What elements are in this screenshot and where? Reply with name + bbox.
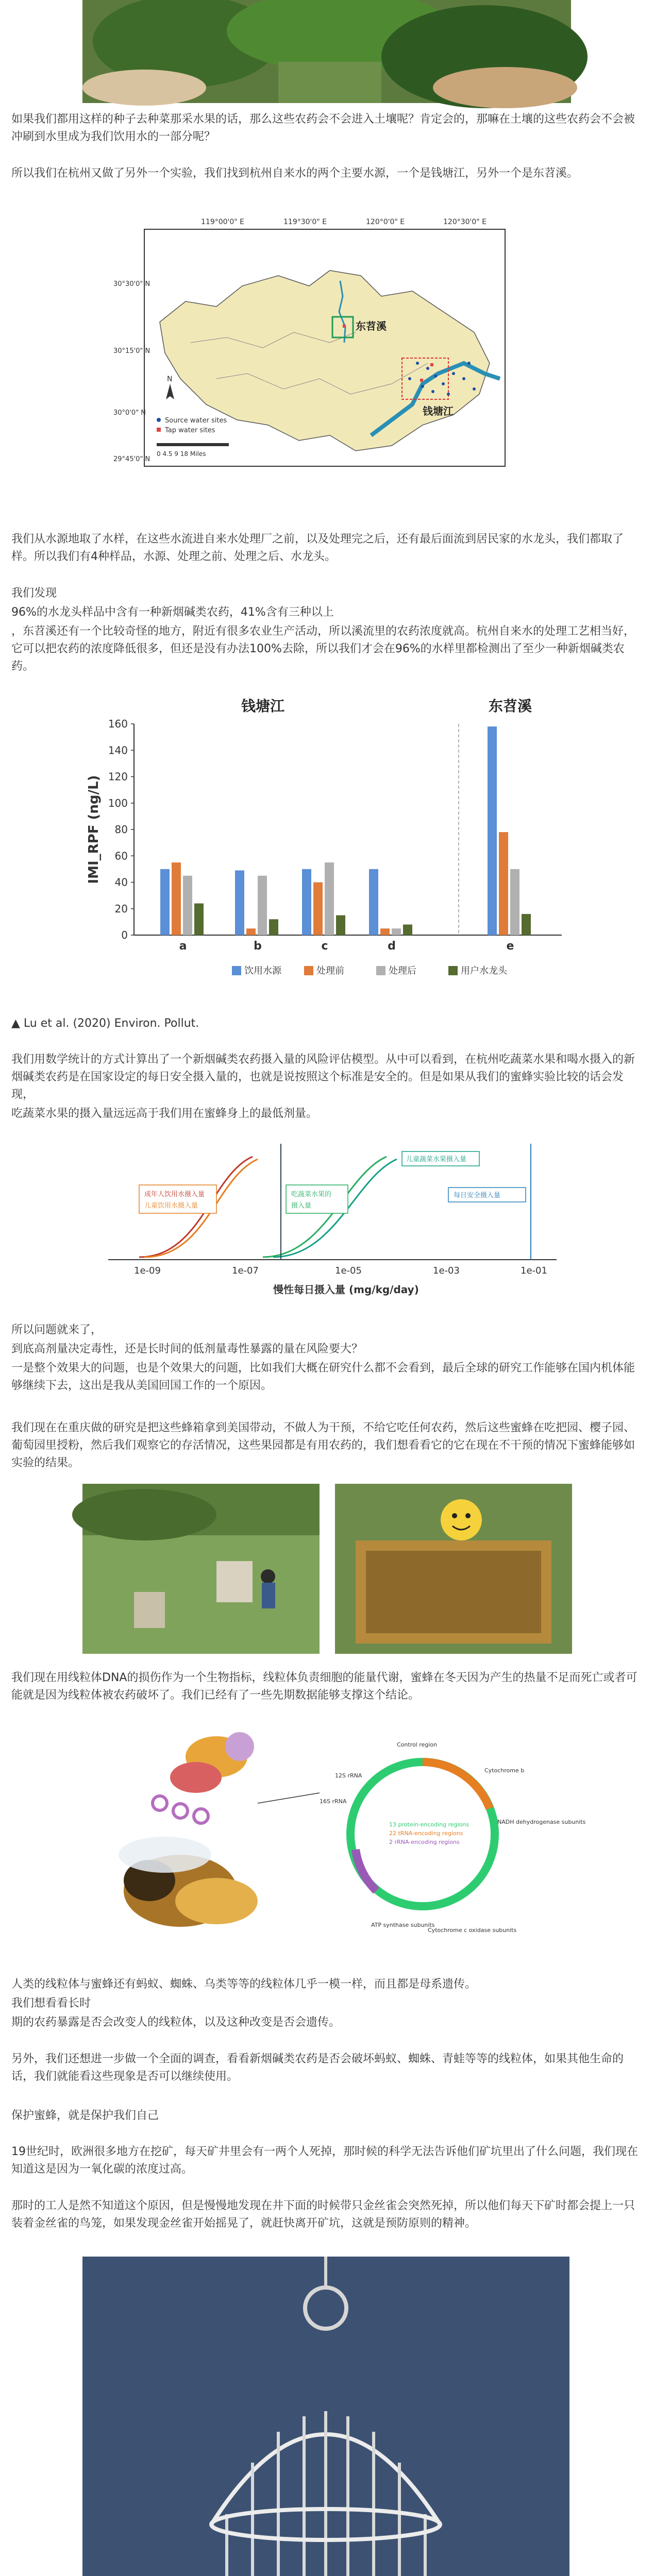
figure-citation: ▲ Lu et al. (2020) Environ. Pollut.: [11, 1017, 199, 1030]
dose-xtick-3: 1e-05: [335, 1265, 362, 1276]
dose-box-child-veg: 儿童蔬菜水果摄入量: [406, 1156, 467, 1163]
paragraph-question-3: 一是整个效果大的问题，也是个效果大的问题，比如我们大概在研究什么都不会看到，最后全球的研究工作能够在国内机体能够继续下去，这出是我从美国回国工作的一个原因。: [11, 1362, 635, 1392]
vegetable-photo: [82, 0, 571, 103]
legend-label: 处理前: [316, 965, 344, 976]
mito-label-12s: 12S rRNA: [335, 1772, 362, 1779]
chart-title-dongtiaoxi: 东苕溪: [488, 698, 532, 715]
y-tick-label: 0: [121, 929, 128, 941]
bar-b-3: [269, 919, 278, 935]
bar-d-0: [369, 869, 378, 935]
daily-intake-chart: [77, 1128, 572, 1303]
legend-label: 处理后: [389, 965, 416, 976]
paragraph-canary-principle: 那时的工人是然不知道这个原因，但是慢慢地发现在井下面的时候带只金丝雀会突然死掉，所以他们每天下矿时都会提上一只装着金丝雀的鸟笼，如果发现金丝雀开始摇晃了，就赶快离开矿坑，这就是预防原则的精神。: [11, 2199, 635, 2230]
mito-label-16s: 16S rRNA: [320, 1798, 347, 1805]
x-tick-label: b: [254, 940, 262, 953]
legend-swatch: [448, 966, 458, 975]
bar-b-2: [258, 876, 267, 935]
dose-box-adult: 成年人饮用水摄入量: [144, 1191, 205, 1198]
dose-xlabel: 慢性每日摄入量 (mg/kg/day): [273, 1283, 419, 1296]
y-tick-label: 140: [108, 744, 128, 757]
lat-label-3: 30°0'0" N: [113, 409, 146, 417]
beehive-photo: [335, 1484, 572, 1654]
field-photo: [82, 1484, 320, 1654]
bar-a-1: [172, 862, 181, 935]
dose-xtick-2: 1e-07: [232, 1265, 259, 1276]
paragraph-findings-96: 96%的水龙头样品中含有一种新烟碱类农药，41%含有三种以上: [11, 606, 334, 619]
mito-legend-rrna: 2 rRNA-encoding regions: [389, 1839, 460, 1845]
bar-d-1: [380, 928, 390, 935]
y-tick-label: 80: [114, 823, 128, 836]
bar-c-3: [336, 916, 345, 935]
dose-box-child: 儿童饮用水摄入量: [144, 1202, 198, 1210]
legend-label: 用户水龙头: [461, 965, 507, 976]
dose-box-adi: 每日安全摄入量: [454, 1192, 501, 1199]
y-axis-label: IMI_RPF (ng/L): [86, 775, 102, 884]
dose-xtick-4: 1e-03: [433, 1265, 460, 1276]
lat-label-1: 30°30'0" N: [113, 280, 150, 288]
section-heading-protect-bees: 保护蜜蜂，就是保护我们自己: [11, 2109, 159, 2122]
lon-label-1: 119°00'0" E: [201, 218, 245, 226]
bar-b-0: [235, 870, 244, 935]
river-label-qiantang: 钱塘江: [423, 405, 454, 417]
x-tick-label: d: [388, 940, 396, 953]
paragraph-mito-dna: 我们现在用线粒体DNA的损伤作为一个生物指标，线粒体负责细胞的能量代谢，蜜蜂在冬天因为产生的热量不足而死亡或者可能就是因为线粒体被农药破坏了。我们已经有了一些先期数据能够支撑这个结论。: [11, 1671, 638, 1702]
paragraph-human-mito-3: 期的农药暴露是否会改变人的线粒体，以及这种改变是否会遗传。: [11, 2016, 341, 2029]
y-tick-label: 160: [108, 718, 128, 730]
bar-e-2: [510, 869, 519, 935]
mitochondria-diagram: [93, 1716, 586, 1958]
mito-label-atp: ATP synthase subunits: [371, 1922, 435, 1928]
legend-tap: Tap water sites: [165, 427, 215, 434]
chart-title-qiantang: 钱塘江: [241, 698, 285, 715]
scale-bar-label: 0 4.5 9 18 Miles: [157, 450, 206, 457]
bar-c-2: [325, 862, 334, 935]
x-tick-label: c: [321, 940, 328, 953]
lat-label-4: 29°45'0" N: [113, 455, 150, 463]
paragraph-risk-model: 我们用数学统计的方式计算出了一个新烟碱类农药摄入量的风险评估模型。从中可以看到，在杭州吃蔬菜水果和喝水摄入的新烟碱类农药是在国家设定的每日安全摄入量的，也就是说按照这个标准是安全的。但是如果从我们的蜜蜂实验比较的话会发现，: [11, 1053, 635, 1101]
legend-label: 饮用水源: [244, 965, 281, 976]
bar-a-2: [183, 876, 192, 935]
paragraph-findings-detail: ，东苕溪还有一个比较奇怪的地方，附近有很多农业生产活动，所以溪流里的农药浓度就高。杭州自来水的处理工艺相当好，它可以把农药的浓度降低很多，但还是没有办法100%去除，所以我们才会在96%的水样里都检测出了至少一种新烟碱类农药。: [11, 625, 635, 673]
y-tick-label: 20: [114, 902, 128, 915]
paragraph-human-mito: 人类的线粒体与蜜蜂还有蚂蚁、蜘蛛、乌类等等的线粒体几乎一模一样，而且都是母系遗传。: [11, 1978, 477, 1991]
mito-legend-trna: 22 tRNA-encoding regions: [389, 1830, 463, 1837]
paragraph-hangzhou-sources: 所以我们在杭州又做了另外一个实验，我们找到杭州自来水的两个主要水源，一个是钱塘江，另外一个是东苕溪。: [11, 167, 579, 180]
mito-label-control: Control region: [397, 1741, 438, 1748]
paragraph-chongqing: 我们现在在重庆做的研究是把这些蜂箱拿到美国带动，不做人为干预，不给它吃任何农药，然后这些蜜蜂在吃把园、樱子园、葡萄园里授粉，然后我们观察它的存活情况，这些果园都是有用农药的，我们想看看它的它在现在不干预的情况下蜜蜂能够如实验的结果。: [11, 1421, 635, 1469]
dose-box-veg: 吃蔬菜水果的: [291, 1191, 332, 1198]
bar-d-2: [392, 928, 401, 935]
canary-cage-illustration: [82, 2257, 569, 2576]
y-tick-label: 60: [114, 850, 128, 862]
mito-label-cytb: Cytochrome b: [484, 1767, 525, 1774]
paragraph-survey: 另外，我们还想进一步做一个全面的调查，看看新烟碱类农药是否会破坏蚂蚁、蜘蛛、青蛙等等的线粒体，如果其他生命的话，我们就能看这些现象是否可以继续使用。: [11, 2053, 624, 2083]
x-tick-label: a: [179, 940, 187, 953]
dose-xtick-1: 1e-09: [134, 1265, 161, 1276]
legend-swatch: [376, 966, 385, 975]
lon-label-3: 120°0'0" E: [366, 218, 405, 226]
paragraph-sampling: 我们从水源地取了水样，在这些水流进自来水处理厂之前，以及处理完之后，还有最后面流到居民家的水龙头，我们都取了样。所以我们有4种样品，水源、处理之前、处理之后、水龙头。: [11, 533, 624, 563]
lon-label-4: 120°30'0" E: [443, 218, 487, 226]
imi-bar-chart: [77, 693, 572, 997]
lat-label-2: 30°15'0" N: [113, 347, 150, 355]
bar-e-1: [499, 832, 508, 935]
river-label-dongtiaoxi: 东苕溪: [356, 320, 387, 332]
legend-swatch: [304, 966, 313, 975]
paragraph-canary-history: 19世纪时，欧洲很多地方在挖矿，每天矿井里会有一两个人死掉，那时候的科学无法告诉他们矿坑里出了什么问题，我们现在知道这是因为一氧化碳的浓度过高。: [11, 2145, 638, 2176]
dose-xtick-5: 1e-01: [521, 1265, 547, 1276]
bar-b-1: [246, 928, 256, 935]
paragraph-risk-bees: 吃蔬菜水果的摄入量远远高于我们用在蜜蜂身上的最低剂量。: [11, 1107, 318, 1120]
bar-c-0: [302, 869, 311, 935]
mito-legend-protein: 13 protein-encoding regions: [389, 1821, 469, 1828]
bar-c-1: [313, 883, 323, 936]
bar-a-3: [194, 904, 204, 936]
y-tick-label: 100: [108, 796, 128, 809]
paragraph-findings-heading: 我们发现: [11, 587, 57, 600]
legend-source: Source water sites: [165, 417, 227, 425]
water-sampling-map: [113, 209, 541, 497]
paragraph-human-mito-2: 我们想看看长时: [11, 1997, 91, 2010]
paragraph-question-2: 到底高剂量决定毒性，还是长时间的低剂量毒性暴露的量在风险要大？: [11, 1343, 363, 1355]
y-tick-label: 120: [108, 770, 128, 783]
bar-d-3: [403, 925, 412, 936]
bar-e-0: [488, 726, 497, 935]
x-tick-label: e: [506, 940, 514, 953]
bar-e-3: [522, 914, 531, 935]
north-arrow-label: N: [167, 375, 173, 383]
paragraph-seed-soil: 如果我们都用这样的种子去种菜那采水果的话，那么这些农药会不会进入土壤呢？肯定会的，那嘛在土壤的这些农药会不会被冲刷到水里成为我们饮用水的一部分呢？: [11, 113, 635, 143]
bar-a-0: [160, 869, 170, 935]
mito-label-nadh: NADH dehydrogenase subunits: [497, 1819, 586, 1825]
lon-label-2: 119°30'0" E: [283, 218, 327, 226]
paragraph-question: 所以问题就来了，: [11, 1324, 103, 1336]
legend-swatch: [232, 966, 241, 975]
mito-label-cox: Cytochrome c oxidase subunits: [428, 1927, 517, 1934]
dose-box-veg-2: 摄入量: [291, 1202, 312, 1210]
y-tick-label: 40: [114, 876, 128, 889]
